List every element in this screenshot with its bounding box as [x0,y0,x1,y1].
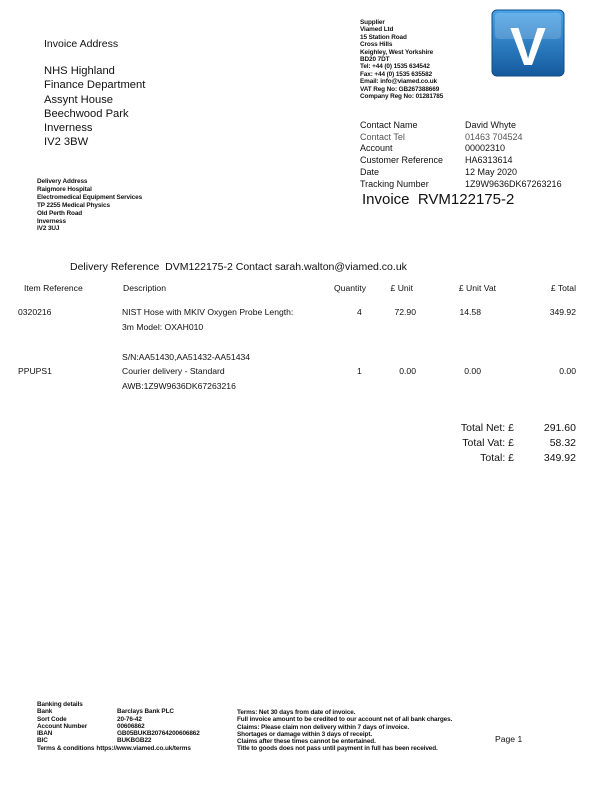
invoice-address-line: Finance Department [44,79,146,92]
banking-label: Bank [37,708,53,716]
totals-label: Total Net: £ [460,422,514,434]
banking-value: Barclays Bank PLC [117,708,174,716]
supplier-line: Company Reg No: 01281785 [360,93,444,101]
logo-letter: V [509,17,547,77]
header-item-reference: Item Reference [24,283,83,293]
supplier-line: Keighley, West Yorkshire [360,48,434,56]
contact-row [360,167,562,179]
totals-row [400,451,576,466]
contact-label: Contact Tel [360,131,405,142]
invoice-address-line: Inverness [44,122,93,135]
banking-row [37,716,200,723]
banking-row [37,730,200,737]
row-ref: PPUPS1 [18,366,52,376]
banking-value: GB05BUKB20764200606862 [117,730,200,738]
viamed-logo-icon [491,9,565,77]
contact-value: David Whyte [465,120,517,130]
totals-value: 349.92 [543,452,576,464]
banking-value: BUKBGB22 [117,737,152,745]
contact-label: Tracking Number [360,178,429,189]
contact-value: HA6313614 [465,155,513,166]
contact-label: Date [360,166,380,177]
row-unit: 72.90 [394,307,416,317]
header-unit-vat: £ Unit Vat [458,283,496,293]
terms-line: Full invoice amount to be credited to our account net of all bank charges. [237,716,453,724]
row-qty: 1 [357,366,362,376]
contact-label: Contact Name [360,120,418,130]
contact-label: Account [360,143,393,154]
invoice-address-block [44,37,145,149]
header-description: Description [123,283,166,293]
table-row [0,305,612,360]
contact-row [360,120,562,132]
delivery-address-line: Inverness [37,217,66,225]
supplier-line: Cross Hills [360,41,393,49]
banking-label: Terms & conditions [37,744,95,752]
totals-row [400,436,576,451]
totals-label: Total: £ [480,452,514,464]
contact-row [360,132,562,144]
banking-link[interactable]: https://www.viamed.co.uk/terms [96,744,191,752]
row-description-line: 3m Model: OXAH010 [122,322,204,332]
invoice-address-line: Assynt House [44,93,114,106]
supplier-line: Fax: +44 (0) 1535 635582 [360,70,433,78]
row-ref: 0320216 [18,307,52,317]
delivery-address-line: TP 2255 Medical Physics [37,201,110,209]
delivery-address-line: Delivery Address [37,178,88,185]
row-vat: 0.00 [464,366,481,376]
supplier-line: Viamed Ltd [360,26,394,34]
terms-line: Terms: Net 30 days from date of invoice. [237,709,356,716]
row-unit: 0.00 [399,366,416,376]
row-description-line: NIST Hose with MKIV Oxygen Probe Length: [122,307,294,317]
banking-value: 00606862 [117,722,145,730]
totals-label: Total Vat: £ [462,437,514,449]
terms-line: Claims after these times cannot be entertained. [237,738,376,746]
contact-value: 1Z9W9636DK67263216 [465,178,562,189]
contact-row [360,143,562,155]
header-total: £ Total [550,283,576,293]
banking-value: 20-76-42 [117,715,142,723]
delivery-address-line: Old Perth Road [37,209,83,217]
banking-label: BIC [37,737,48,745]
page-number: Page 1 [495,734,523,744]
delivery-address-line: IV2 3UJ [37,225,60,233]
supplier-line: VAT Reg No: GB267388669 [360,85,440,93]
totals-value: 291.60 [543,422,576,434]
row-total: 0.00 [559,366,576,376]
row-description-line: S/N:AA51430,AA51432-AA51434 [122,352,251,362]
supplier-line: Supplier [360,19,385,26]
banking-label: Account Number [37,722,88,730]
delivery-reference: Delivery Reference DVM122175-2 Contact sarah.walton@viamed.co.uk [70,261,407,273]
supplier-line: 15 Station Road [360,33,407,41]
supplier-line: Tel: +44 (0) 1535 634542 [360,63,430,71]
row-description-line: AWB:1Z9W9636DK67263216 [122,381,236,391]
table-header [0,283,612,295]
row-description-line [122,335,293,350]
banking-label: Sort Code [37,715,67,723]
row-qty: 4 [357,307,362,317]
totals-row [400,421,576,436]
banking-row [37,708,200,715]
banking-row [37,745,200,752]
contact-label: Customer Reference [360,155,444,166]
row-total: 349.92 [549,307,576,317]
terms-line: Shortages or damage within 3 days of receipt. [237,730,373,738]
invoice-address-line: NHS Highland [44,65,115,78]
contact-value: 01463 704524 [465,131,523,142]
row-description [122,305,293,365]
delivery-address-block [37,178,142,233]
contact-block [360,120,562,190]
delivery-address-line: Raigmore Hospital [37,185,92,193]
viamed-logo [491,9,565,77]
row-description [122,364,236,394]
contact-row [360,155,562,167]
terms-block [237,709,452,753]
contact-row [360,179,562,191]
totals-block [400,421,576,466]
banking-row [37,723,200,730]
header-unit: £ Unit [390,283,413,293]
banking-label: IBAN [37,730,53,738]
contact-value: 00002310 [465,143,506,154]
table-row [0,364,612,394]
supplier-line: BD20 7DT [360,56,390,64]
invoice-address-line: IV2 3BW [44,136,89,149]
delivery-address-line: Electromedical Equipment Services [37,193,143,201]
invoice-title: Invoice RVM122175-2 [362,191,515,208]
banking-block [37,701,200,752]
row-vat: 14.58 [459,307,481,317]
contact-value: 12 May 2020 [465,166,518,177]
banking-row [37,737,200,744]
totals-value: 58.32 [549,437,576,449]
invoice-address-title: Invoice Address [44,38,119,50]
terms-line: Title to goods does not pass until payment in full has been received. [237,745,438,753]
terms-line: Claims: Please claim non delivery within 7 days of invoice. [237,723,410,731]
invoice-address-line: Beechwood Park [44,107,129,120]
row-description-line: Courier delivery - Standard [122,366,225,376]
header-quantity: Quantity [334,283,367,293]
supplier-block [360,19,490,100]
supplier-line: Email: info@viamed.co.uk [360,78,437,86]
banking-title: Banking details [37,701,83,708]
